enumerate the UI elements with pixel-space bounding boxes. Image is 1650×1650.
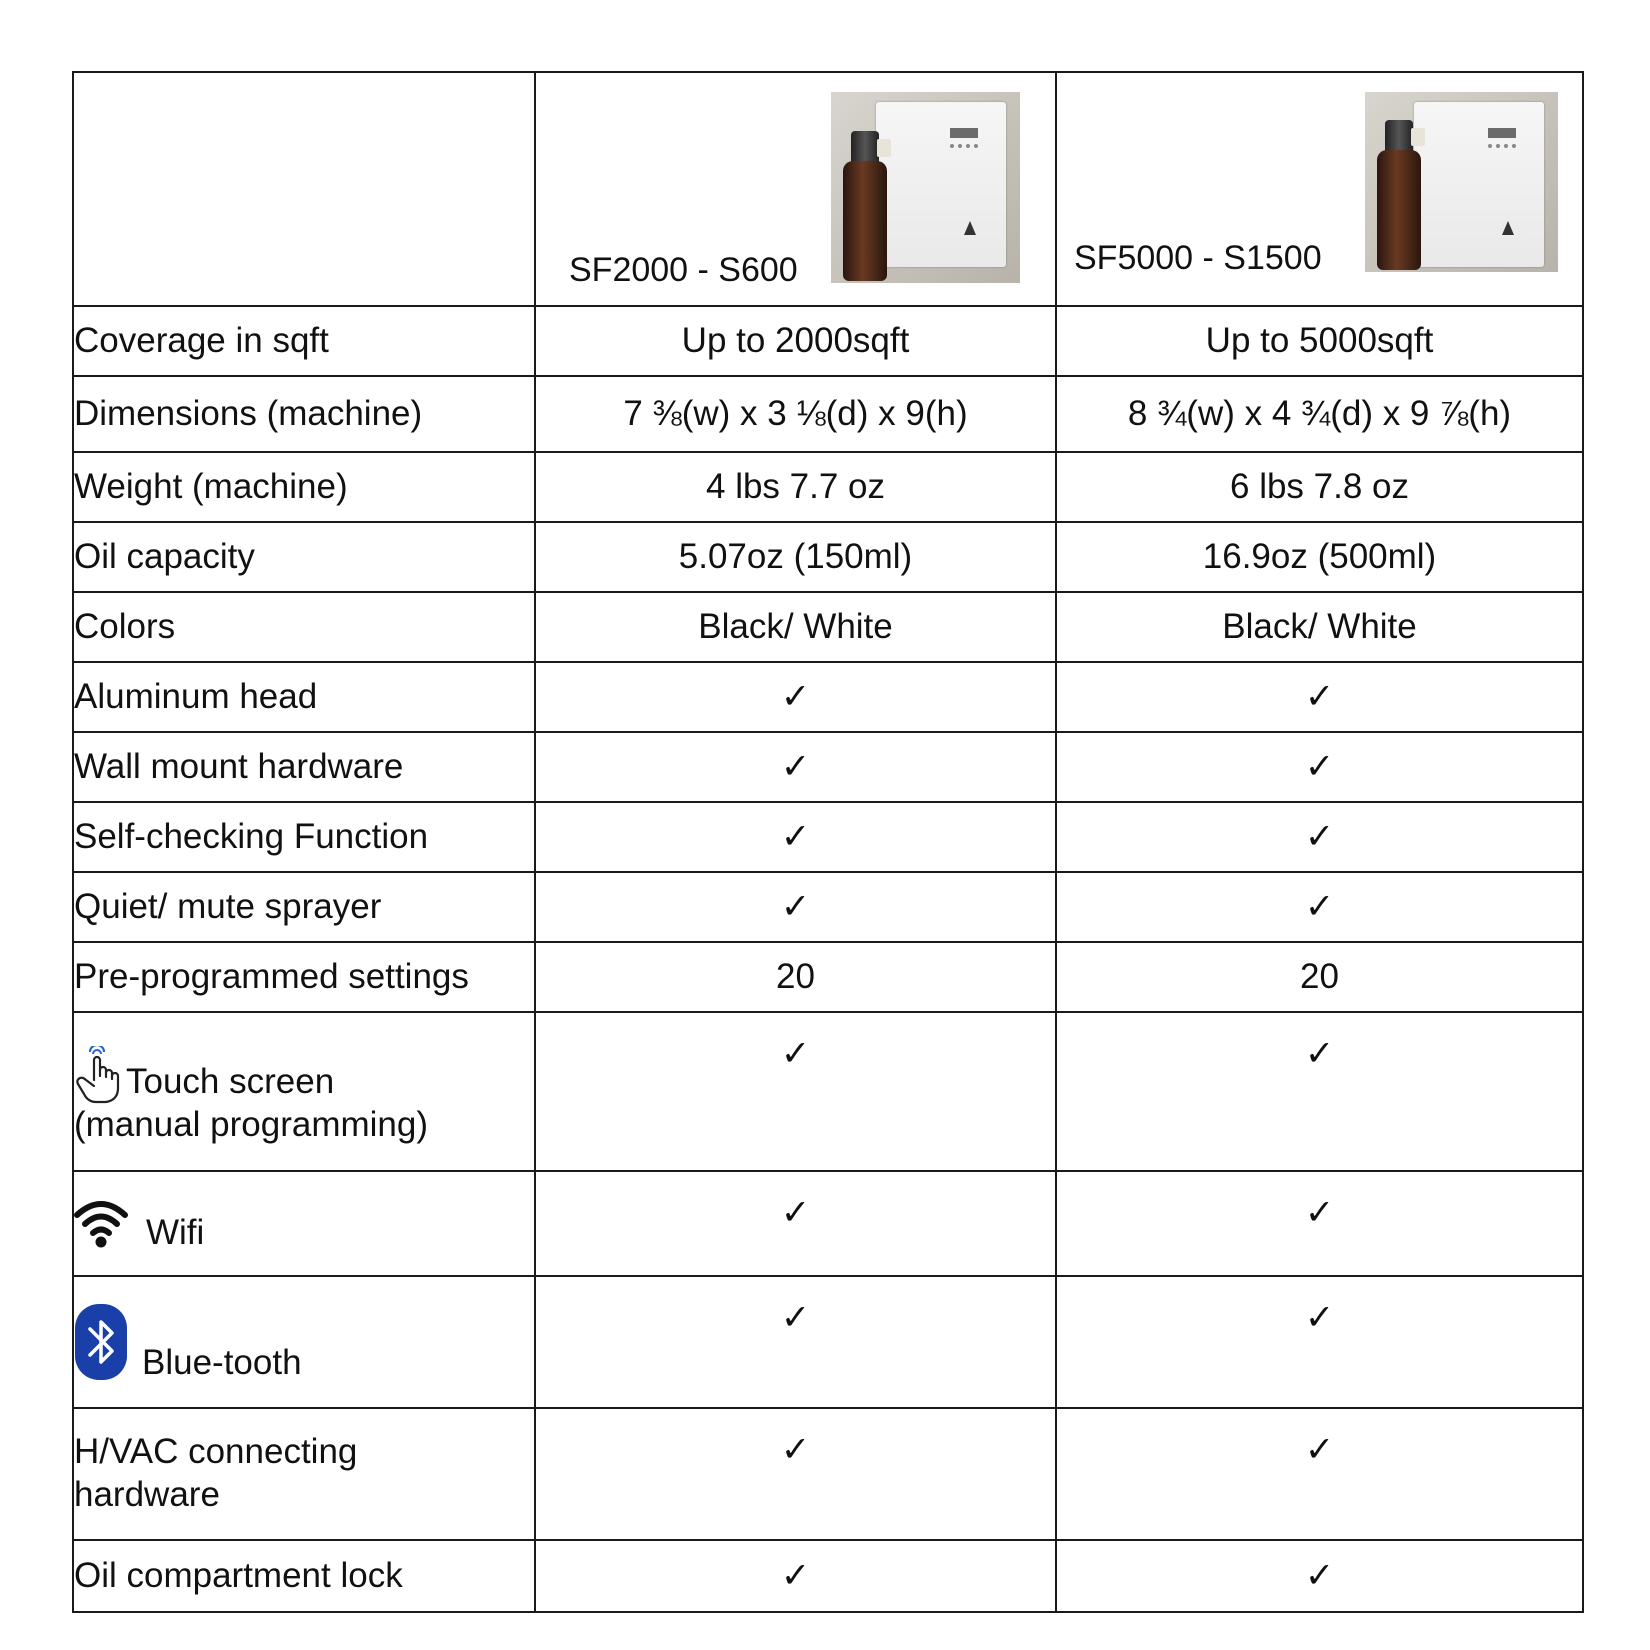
checkmark: ✓ bbox=[535, 872, 1056, 942]
row-label: Pre-programmed settings bbox=[73, 942, 535, 1012]
checkmark: ✓ bbox=[1056, 1012, 1583, 1171]
comparison-table bbox=[72, 71, 1584, 1613]
value-sf5000: 8 ¾(w) x 4 ¾(d) x 9 ⅞(h) bbox=[1056, 376, 1583, 452]
checkmark: ✓ bbox=[535, 1408, 1056, 1540]
product-name: SF2000 - S600 bbox=[569, 250, 798, 289]
checkmark: ✓ bbox=[1056, 1171, 1583, 1276]
checkmark: ✓ bbox=[535, 1276, 1056, 1408]
bluetooth-icon bbox=[74, 1303, 128, 1381]
row-label-line2: hardware bbox=[74, 1475, 220, 1514]
product-name: SF5000 - S1500 bbox=[1074, 238, 1322, 277]
value-sf5000: 20 bbox=[1056, 942, 1583, 1012]
row-label-text: Blue-tooth bbox=[142, 1343, 302, 1383]
table-row bbox=[73, 1012, 1583, 1171]
comparison-sheet bbox=[72, 71, 1582, 1613]
row-label: Coverage in sqft bbox=[73, 306, 535, 376]
value-sf5000: Up to 5000sqft bbox=[1056, 306, 1583, 376]
table-row bbox=[73, 306, 1583, 376]
table-row bbox=[73, 522, 1583, 592]
table-row bbox=[73, 1171, 1583, 1276]
row-label-line2: (manual programming) bbox=[74, 1105, 429, 1145]
row-label: Aluminum head bbox=[73, 662, 535, 732]
row-label-wifi bbox=[73, 1171, 535, 1276]
row-label: Oil capacity bbox=[73, 522, 535, 592]
row-label-text: Wifi bbox=[146, 1212, 205, 1252]
table-row bbox=[73, 1408, 1583, 1540]
header-empty-cell bbox=[73, 72, 535, 306]
checkmark: ✓ bbox=[1056, 802, 1583, 872]
row-label: Weight (machine) bbox=[73, 452, 535, 522]
row-label: Oil compartment lock bbox=[73, 1540, 535, 1612]
row-label-hvac bbox=[73, 1408, 535, 1540]
value-sf2000: 7 ⅜(w) x 3 ⅛(d) x 9(h) bbox=[535, 376, 1056, 452]
table-row bbox=[73, 1276, 1583, 1408]
row-label-line1: Touch screen bbox=[126, 1062, 335, 1102]
row-label-line1: H/VAC connecting bbox=[74, 1432, 358, 1472]
value-sf5000: 16.9oz (500ml) bbox=[1056, 522, 1583, 592]
value-sf2000: 20 bbox=[535, 942, 1056, 1012]
table-row bbox=[73, 662, 1583, 732]
row-label: Quiet/ mute sprayer bbox=[73, 872, 535, 942]
product-header-sf5000 bbox=[1056, 72, 1583, 306]
row-label: Self-checking Function bbox=[73, 802, 535, 872]
table-row bbox=[73, 1540, 1583, 1612]
row-label-touch-screen bbox=[73, 1012, 535, 1171]
value-sf5000: Black/ White bbox=[1056, 592, 1583, 662]
table-row bbox=[73, 452, 1583, 522]
table-row bbox=[73, 802, 1583, 872]
checkmark: ✓ bbox=[1056, 662, 1583, 732]
checkmark: ✓ bbox=[1056, 1408, 1583, 1540]
touch-hand-icon bbox=[74, 1046, 120, 1104]
row-label: Dimensions (machine) bbox=[73, 376, 535, 452]
row-label: Wall mount hardware bbox=[73, 732, 535, 802]
checkmark: ✓ bbox=[535, 1012, 1056, 1171]
value-sf2000: 5.07oz (150ml) bbox=[535, 522, 1056, 592]
table-row bbox=[73, 872, 1583, 942]
checkmark: ✓ bbox=[535, 802, 1056, 872]
checkmark: ✓ bbox=[1056, 1540, 1583, 1612]
value-sf2000: Black/ White bbox=[535, 592, 1056, 662]
checkmark: ✓ bbox=[535, 662, 1056, 732]
value-sf5000: 6 lbs 7.8 oz bbox=[1056, 452, 1583, 522]
diffuser-photo bbox=[1365, 92, 1558, 272]
table-row bbox=[73, 592, 1583, 662]
header-row bbox=[73, 72, 1583, 306]
table-row bbox=[73, 376, 1583, 452]
table-row bbox=[73, 732, 1583, 802]
checkmark: ✓ bbox=[1056, 872, 1583, 942]
checkmark: ✓ bbox=[535, 732, 1056, 802]
row-label: Colors bbox=[73, 592, 535, 662]
checkmark: ✓ bbox=[535, 1540, 1056, 1612]
wifi-icon bbox=[74, 1199, 128, 1249]
value-sf2000: 4 lbs 7.7 oz bbox=[535, 452, 1056, 522]
product-header-sf2000 bbox=[535, 72, 1056, 306]
value-sf2000: Up to 2000sqft bbox=[535, 306, 1056, 376]
row-label-bluetooth bbox=[73, 1276, 535, 1408]
checkmark: ✓ bbox=[1056, 732, 1583, 802]
checkmark: ✓ bbox=[535, 1171, 1056, 1276]
checkmark: ✓ bbox=[1056, 1276, 1583, 1408]
table-row bbox=[73, 942, 1583, 1012]
diffuser-photo bbox=[831, 92, 1020, 283]
